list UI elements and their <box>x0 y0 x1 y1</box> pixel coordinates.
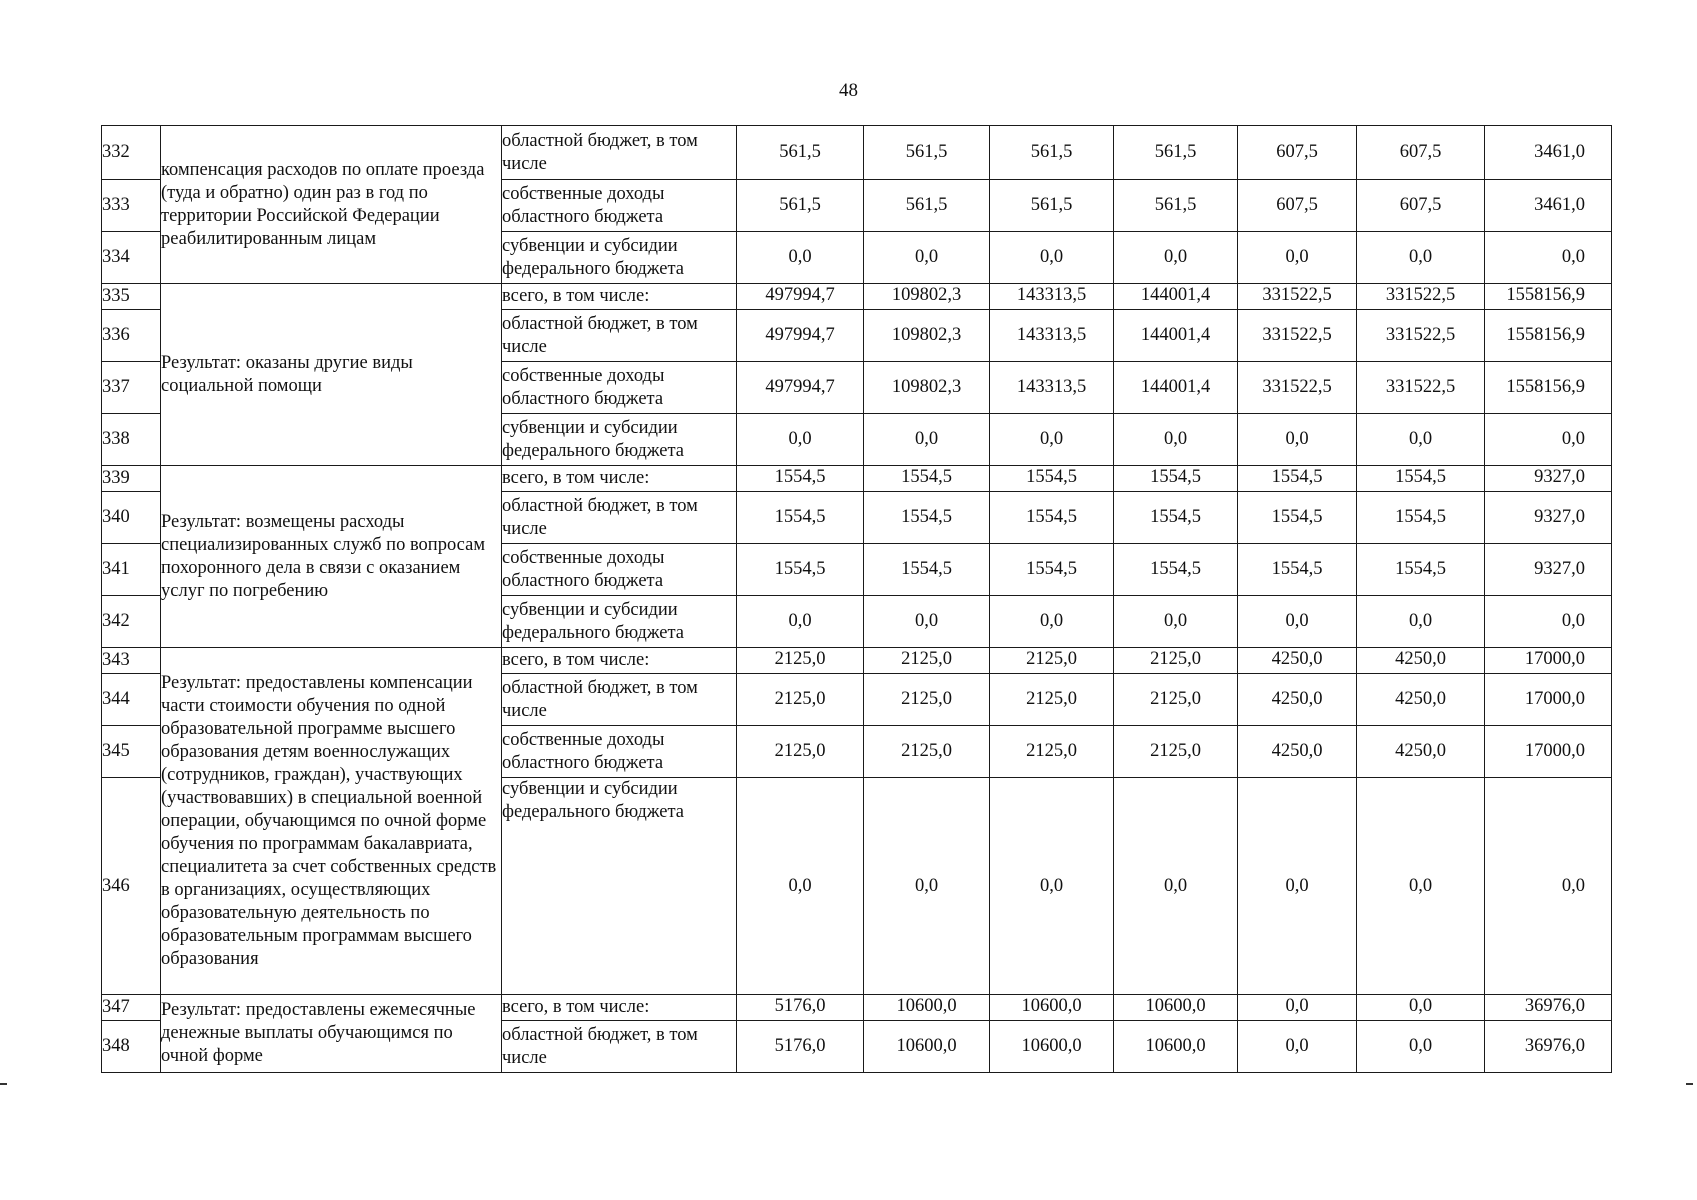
amount-cell: 4250,0 <box>1357 726 1485 778</box>
funding-source: собственные доходы областного бюджета <box>502 362 737 414</box>
amount-cell: 497994,7 <box>737 362 864 414</box>
row-number: 335 <box>102 284 161 310</box>
funding-source: субвенции и субсидии федерального бюджета <box>502 414 737 466</box>
page-number: 48 <box>839 80 858 101</box>
amount-cell: 0,0 <box>1357 1021 1485 1073</box>
amount-cell: 2125,0 <box>990 648 1114 674</box>
amount-cell: 0,0 <box>737 414 864 466</box>
amount-cell: 9327,0 <box>1485 492 1612 544</box>
table-row <box>102 126 1612 180</box>
amount-cell: 331522,5 <box>1238 284 1357 310</box>
table-row <box>102 648 1612 674</box>
amount-cell: 3461,0 <box>1485 126 1612 180</box>
result-description: компенсация расходов по оплате проезда (туда и обратно) один раз в год по территории Российской Федерации реабилитированным лицам <box>161 126 502 284</box>
amount-cell: 1554,5 <box>1357 492 1485 544</box>
amount-cell: 1554,5 <box>990 466 1114 492</box>
amount-cell: 144001,4 <box>1114 362 1238 414</box>
row-number: 338 <box>102 414 161 466</box>
amount-cell: 2125,0 <box>737 726 864 778</box>
amount-cell: 0,0 <box>1114 232 1238 284</box>
row-number: 344 <box>102 674 161 726</box>
funding-source: всего, в том числе: <box>502 995 737 1021</box>
amount-cell: 0,0 <box>864 596 990 648</box>
amount-cell: 2125,0 <box>864 648 990 674</box>
amount-cell: 0,0 <box>1485 414 1612 466</box>
funding-source: собственные доходы областного бюджета <box>502 544 737 596</box>
amount-cell: 1554,5 <box>864 544 990 596</box>
amount-cell: 331522,5 <box>1357 362 1485 414</box>
amount-cell: 5176,0 <box>737 995 864 1021</box>
amount-cell: 1554,5 <box>737 544 864 596</box>
amount-cell: 143313,5 <box>990 362 1114 414</box>
table-row <box>102 466 1612 492</box>
funding-source: областной бюджет, в том числе <box>502 492 737 544</box>
amount-cell: 0,0 <box>864 414 990 466</box>
amount-cell: 1554,5 <box>864 466 990 492</box>
row-number: 333 <box>102 180 161 232</box>
amount-cell: 109802,3 <box>864 362 990 414</box>
funding-source: областной бюджет, в том числе <box>502 310 737 362</box>
amount-cell: 0,0 <box>864 778 990 995</box>
amount-cell: 4250,0 <box>1357 648 1485 674</box>
amount-cell: 1554,5 <box>990 544 1114 596</box>
amount-cell: 0,0 <box>1485 596 1612 648</box>
amount-cell: 109802,3 <box>864 284 990 310</box>
amount-cell: 4250,0 <box>1238 674 1357 726</box>
amount-cell: 10600,0 <box>1114 995 1238 1021</box>
amount-cell: 1554,5 <box>864 492 990 544</box>
row-number: 332 <box>102 126 161 180</box>
amount-cell: 1558156,9 <box>1485 284 1612 310</box>
amount-cell: 0,0 <box>1238 778 1357 995</box>
amount-cell: 1554,5 <box>1114 544 1238 596</box>
amount-cell: 0,0 <box>864 232 990 284</box>
amount-cell: 561,5 <box>737 126 864 180</box>
amount-cell: 144001,4 <box>1114 310 1238 362</box>
row-number: 342 <box>102 596 161 648</box>
row-number: 339 <box>102 466 161 492</box>
amount-cell: 10600,0 <box>990 1021 1114 1073</box>
scan-edge-mark-left <box>0 1083 7 1085</box>
amount-cell: 331522,5 <box>1238 362 1357 414</box>
amount-cell: 0,0 <box>1238 1021 1357 1073</box>
amount-cell: 0,0 <box>1485 232 1612 284</box>
amount-cell: 607,5 <box>1238 180 1357 232</box>
funding-source: областной бюджет, в том числе <box>502 1021 737 1073</box>
amount-cell: 2125,0 <box>990 674 1114 726</box>
amount-cell: 4250,0 <box>1238 648 1357 674</box>
amount-cell: 2125,0 <box>1114 726 1238 778</box>
amount-cell: 143313,5 <box>990 284 1114 310</box>
amount-cell: 561,5 <box>990 180 1114 232</box>
amount-cell: 0,0 <box>737 232 864 284</box>
amount-cell: 561,5 <box>864 126 990 180</box>
row-number: 341 <box>102 544 161 596</box>
amount-cell: 331522,5 <box>1357 284 1485 310</box>
amount-cell: 143313,5 <box>990 310 1114 362</box>
amount-cell: 2125,0 <box>737 648 864 674</box>
table-row <box>102 284 1612 310</box>
row-number: 347 <box>102 995 161 1021</box>
amount-cell: 10600,0 <box>990 995 1114 1021</box>
amount-cell: 36976,0 <box>1485 995 1612 1021</box>
amount-cell: 9327,0 <box>1485 466 1612 492</box>
amount-cell: 0,0 <box>1238 414 1357 466</box>
amount-cell: 0,0 <box>737 596 864 648</box>
amount-cell: 2125,0 <box>990 726 1114 778</box>
amount-cell: 0,0 <box>1357 232 1485 284</box>
amount-cell: 0,0 <box>1357 778 1485 995</box>
funding-source: всего, в том числе: <box>502 466 737 492</box>
amount-cell: 2125,0 <box>864 674 990 726</box>
amount-cell: 497994,7 <box>737 284 864 310</box>
amount-cell: 607,5 <box>1238 126 1357 180</box>
amount-cell: 1554,5 <box>737 492 864 544</box>
amount-cell: 0,0 <box>1238 995 1357 1021</box>
amount-cell: 10600,0 <box>864 995 990 1021</box>
amount-cell: 1558156,9 <box>1485 362 1612 414</box>
amount-cell: 0,0 <box>1485 778 1612 995</box>
amount-cell: 561,5 <box>1114 180 1238 232</box>
amount-cell: 1554,5 <box>1357 466 1485 492</box>
amount-cell: 2125,0 <box>864 726 990 778</box>
result-description: Результат: предоставлены ежемесячные денежные выплаты обучающимся по очной форме <box>161 995 502 1073</box>
amount-cell: 9327,0 <box>1485 544 1612 596</box>
amount-cell: 0,0 <box>1357 596 1485 648</box>
amount-cell: 144001,4 <box>1114 284 1238 310</box>
amount-cell: 17000,0 <box>1485 726 1612 778</box>
row-number: 346 <box>102 778 161 995</box>
row-number: 340 <box>102 492 161 544</box>
amount-cell: 1554,5 <box>1114 466 1238 492</box>
amount-cell: 3461,0 <box>1485 180 1612 232</box>
amount-cell: 10600,0 <box>864 1021 990 1073</box>
amount-cell: 0,0 <box>737 778 864 995</box>
result-description: Результат: предоставлены компенсации части стоимости обучения по одной образовательной программе высшего образования детям военнослужащих (сотрудников, граждан), участвующих (участвовавших) в специальной военной операции, обучающимся по очной форме обучения по программам бакалавриата, специалитета за счет собственных средств в организациях, осуществляющих образовательную деятельность по образовательным программам высшего образования <box>161 648 502 995</box>
amount-cell: 17000,0 <box>1485 648 1612 674</box>
amount-cell: 0,0 <box>1238 232 1357 284</box>
row-number: 343 <box>102 648 161 674</box>
result-description: Результат: оказаны другие виды социальной помощи <box>161 284 502 466</box>
amount-cell: 4250,0 <box>1238 726 1357 778</box>
amount-cell: 1558156,9 <box>1485 310 1612 362</box>
amount-cell: 331522,5 <box>1357 310 1485 362</box>
amount-cell: 1554,5 <box>1238 544 1357 596</box>
funding-source: собственные доходы областного бюджета <box>502 180 737 232</box>
amount-cell: 0,0 <box>990 232 1114 284</box>
amount-cell: 607,5 <box>1357 126 1485 180</box>
amount-cell: 2125,0 <box>1114 674 1238 726</box>
amount-cell: 0,0 <box>990 778 1114 995</box>
funding-source: всего, в том числе: <box>502 648 737 674</box>
amount-cell: 0,0 <box>1238 596 1357 648</box>
amount-cell: 0,0 <box>1357 995 1485 1021</box>
funding-source: субвенции и субсидии федерального бюджета <box>502 778 737 995</box>
amount-cell: 1554,5 <box>990 492 1114 544</box>
amount-cell: 0,0 <box>990 414 1114 466</box>
table-row <box>102 995 1612 1021</box>
amount-cell: 331522,5 <box>1238 310 1357 362</box>
row-number: 348 <box>102 1021 161 1073</box>
table-body <box>102 126 1612 1073</box>
amount-cell: 5176,0 <box>737 1021 864 1073</box>
amount-cell: 497994,7 <box>737 310 864 362</box>
funding-source: субвенции и субсидии федерального бюджета <box>502 596 737 648</box>
row-number: 337 <box>102 362 161 414</box>
funding-source: всего, в том числе: <box>502 284 737 310</box>
amount-cell: 17000,0 <box>1485 674 1612 726</box>
amount-cell: 561,5 <box>864 180 990 232</box>
amount-cell: 607,5 <box>1357 180 1485 232</box>
row-number: 336 <box>102 310 161 362</box>
funding-source: собственные доходы областного бюджета <box>502 726 737 778</box>
amount-cell: 1554,5 <box>1114 492 1238 544</box>
amount-cell: 109802,3 <box>864 310 990 362</box>
row-number: 345 <box>102 726 161 778</box>
amount-cell: 0,0 <box>1114 414 1238 466</box>
amount-cell: 2125,0 <box>1114 648 1238 674</box>
amount-cell: 1554,5 <box>1238 466 1357 492</box>
result-description: Результат: возмещены расходы специализированных служб по вопросам похоронного дела в связи с оказанием услуг по погребению <box>161 466 502 648</box>
amount-cell: 0,0 <box>990 596 1114 648</box>
amount-cell: 2125,0 <box>737 674 864 726</box>
row-number: 334 <box>102 232 161 284</box>
amount-cell: 4250,0 <box>1357 674 1485 726</box>
amount-cell: 1554,5 <box>737 466 864 492</box>
amount-cell: 0,0 <box>1114 596 1238 648</box>
amount-cell: 561,5 <box>990 126 1114 180</box>
amount-cell: 1554,5 <box>1357 544 1485 596</box>
funding-source: областной бюджет, в том числе <box>502 674 737 726</box>
amount-cell: 561,5 <box>737 180 864 232</box>
amount-cell: 1554,5 <box>1238 492 1357 544</box>
amount-cell: 0,0 <box>1357 414 1485 466</box>
amount-cell: 0,0 <box>1114 778 1238 995</box>
amount-cell: 561,5 <box>1114 126 1238 180</box>
funding-source: областной бюджет, в том числе <box>502 126 737 180</box>
scan-edge-mark-right <box>1686 1083 1693 1085</box>
amount-cell: 10600,0 <box>1114 1021 1238 1073</box>
amount-cell: 36976,0 <box>1485 1021 1612 1073</box>
funding-source: субвенции и субсидии федерального бюджета <box>502 232 737 284</box>
budget-table <box>101 125 1612 1073</box>
